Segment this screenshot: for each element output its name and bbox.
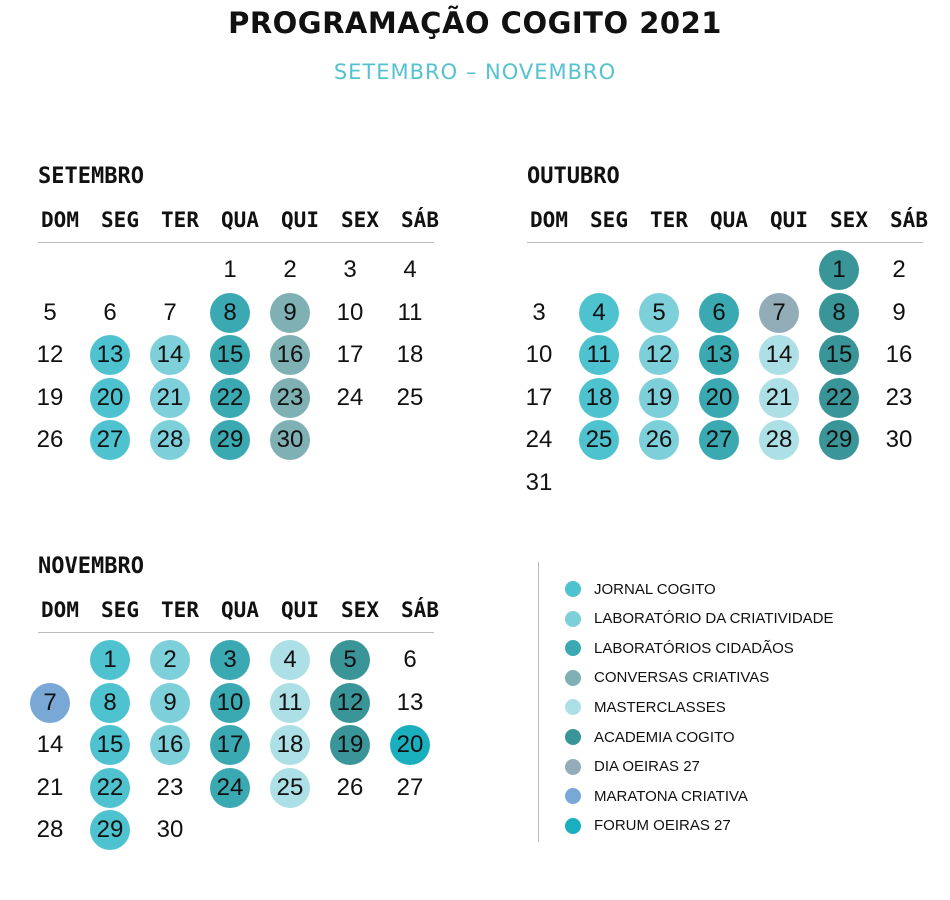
legend-label: CONVERSAS CRIATIVAS	[594, 669, 770, 687]
event-day: 15	[819, 335, 859, 375]
weekday-label: SEG	[101, 208, 139, 232]
day-number: 24	[525, 426, 553, 453]
event-day: 8	[90, 683, 130, 723]
legend-item-conversas	[565, 667, 769, 689]
day-number: 3	[343, 256, 357, 283]
legend-item-lab-cidadaos	[565, 637, 794, 659]
weekday-label: SÁB	[401, 208, 439, 232]
event-day: 8	[819, 293, 859, 333]
day-number: 1	[223, 256, 237, 283]
weekday-label: QUI	[281, 208, 319, 232]
day-number: 10	[336, 298, 364, 326]
event-day: 26	[639, 420, 679, 460]
weekday-label: SEX	[830, 208, 868, 232]
day-number: 13	[396, 688, 424, 716]
event-day: 28	[150, 420, 190, 460]
month-outubro	[525, 164, 933, 496]
event-day: 27	[90, 420, 130, 460]
day-number: 26	[336, 773, 364, 801]
event-day: 16	[270, 335, 310, 375]
weekday-label: TER	[161, 208, 199, 232]
event-day: 28	[759, 420, 799, 460]
legend-swatch	[565, 611, 581, 627]
event-day: 19	[639, 378, 679, 418]
legend-item-dia-oeiras	[565, 756, 700, 778]
event-day: 21	[759, 378, 799, 418]
legend-item-jornal	[565, 578, 716, 600]
event-day: 6	[699, 293, 739, 333]
header-divider	[38, 242, 434, 243]
event-day: 29	[819, 420, 859, 460]
month-novembro	[38, 554, 444, 854]
day-number: 24	[336, 383, 364, 411]
day-number: 6	[403, 646, 417, 673]
legend-item-masterclasses	[565, 696, 726, 718]
event-day: 11	[270, 683, 310, 723]
event-day: 7	[30, 683, 70, 723]
legend-swatch	[565, 729, 581, 745]
weekday-label: SÁB	[401, 598, 439, 622]
legend-item-forum	[565, 815, 731, 837]
header-divider	[527, 242, 923, 243]
day-number: 27	[396, 773, 424, 801]
weekday-label: SEG	[101, 598, 139, 622]
event-day: 9	[270, 293, 310, 333]
day-number: 2	[283, 256, 297, 283]
legend-label: FORUM OEIRAS 27	[594, 817, 731, 835]
event-day: 19	[330, 725, 370, 765]
day-number: 18	[396, 341, 424, 368]
event-day: 5	[330, 640, 370, 680]
day-number: 30	[885, 426, 913, 453]
event-day: 29	[210, 420, 250, 460]
legend-swatch	[565, 581, 581, 597]
weekday-label: QUA	[221, 598, 259, 622]
event-day: 13	[90, 335, 130, 375]
day-number: 16	[885, 341, 913, 368]
day-number: 14	[36, 731, 64, 758]
day-number: 23	[885, 383, 913, 411]
page-title: PROGRAMAÇÃO COGITO 2021	[228, 6, 722, 40]
weekday-label: QUA	[710, 208, 748, 232]
event-day: 1	[90, 640, 130, 680]
day-number: 4	[403, 256, 417, 283]
weekday-label: QUA	[221, 208, 259, 232]
event-day: 8	[210, 293, 250, 333]
event-day: 18	[579, 378, 619, 418]
event-day: 23	[270, 378, 310, 418]
legend-label: MARATONA CRIATIVA	[594, 787, 748, 805]
event-day: 14	[759, 335, 799, 375]
day-number: 10	[525, 341, 553, 368]
weekday-label: QUI	[770, 208, 808, 232]
day-number: 23	[156, 773, 184, 801]
day-number: 25	[396, 383, 424, 411]
event-day: 27	[699, 420, 739, 460]
legend-item-maratona	[565, 785, 748, 807]
event-day: 10	[210, 683, 250, 723]
legend-label: JORNAL COGITO	[594, 580, 716, 598]
event-day: 22	[819, 378, 859, 418]
event-day: 22	[90, 768, 130, 808]
event-day: 7	[759, 293, 799, 333]
day-number: 6	[103, 298, 117, 326]
day-number: 11	[397, 298, 423, 326]
day-number: 28	[36, 816, 64, 843]
day-number: 9	[892, 298, 906, 326]
event-day: 12	[639, 335, 679, 375]
weekday-label: SÁB	[890, 208, 928, 232]
month-title: OUTUBRO	[527, 164, 620, 189]
event-day: 11	[579, 335, 619, 375]
event-day: 18	[270, 725, 310, 765]
event-day: 13	[699, 335, 739, 375]
legend-label: DIA OEIRAS 27	[594, 758, 700, 776]
event-day: 12	[330, 683, 370, 723]
event-day: 16	[150, 725, 190, 765]
day-number: 2	[892, 256, 906, 283]
event-day: 24	[210, 768, 250, 808]
legend-item-lab-criatividade	[565, 608, 834, 630]
month-title: SETEMBRO	[38, 164, 144, 189]
event-day: 4	[579, 293, 619, 333]
day-number: 17	[336, 341, 364, 368]
day-number: 7	[163, 298, 177, 326]
day-number: 17	[525, 383, 553, 411]
legend-label: LABORATÓRIO DA CRIATIVIDADE	[594, 610, 834, 628]
page-subtitle: SETEMBRO – NOVEMBRO	[333, 60, 617, 84]
weekday-label: DOM	[41, 208, 79, 232]
day-number: 3	[532, 298, 546, 326]
legend-item-academia	[565, 726, 735, 748]
event-day: 21	[150, 378, 190, 418]
event-day: 1	[819, 250, 859, 290]
event-day: 30	[270, 420, 310, 460]
event-day: 5	[639, 293, 679, 333]
event-day: 20	[90, 378, 130, 418]
day-number: 30	[156, 816, 184, 843]
event-day: 20	[390, 725, 430, 765]
event-day: 17	[210, 725, 250, 765]
event-day: 25	[270, 768, 310, 808]
weekday-label: DOM	[530, 208, 568, 232]
legend-swatch	[565, 818, 581, 834]
legend-swatch	[565, 640, 581, 656]
event-day: 22	[210, 378, 250, 418]
day-number: 26	[36, 426, 64, 453]
day-number: 31	[525, 468, 553, 496]
event-day: 3	[210, 640, 250, 680]
weekday-label: SEX	[341, 208, 379, 232]
event-day: 29	[90, 810, 130, 850]
legend-swatch	[565, 788, 581, 804]
event-day: 9	[150, 683, 190, 723]
event-day: 15	[90, 725, 130, 765]
weekday-label: SEG	[590, 208, 628, 232]
legend-swatch	[565, 670, 581, 686]
legend-label: ACADEMIA COGITO	[594, 728, 735, 746]
event-day: 15	[210, 335, 250, 375]
legend-label: LABORATÓRIOS CIDADÃOS	[594, 639, 794, 657]
weekday-label: SEX	[341, 598, 379, 622]
month-title: NOVEMBRO	[38, 554, 144, 579]
event-day: 2	[150, 640, 190, 680]
legend-swatch	[565, 699, 581, 715]
day-number: 21	[36, 773, 64, 801]
event-day: 4	[270, 640, 310, 680]
weekday-label: QUI	[281, 598, 319, 622]
day-number: 12	[36, 341, 64, 368]
header-divider	[38, 632, 434, 633]
day-number: 19	[36, 383, 64, 411]
weekday-label: DOM	[41, 598, 79, 622]
legend-label: MASTERCLASSES	[594, 698, 726, 716]
day-number: 5	[43, 298, 57, 326]
weekday-label: TER	[650, 208, 688, 232]
legend-swatch	[565, 759, 581, 775]
event-day: 20	[699, 378, 739, 418]
month-setembro	[38, 164, 444, 464]
event-day: 25	[579, 420, 619, 460]
legend	[538, 562, 859, 842]
event-day: 14	[150, 335, 190, 375]
weekday-label: TER	[161, 598, 199, 622]
